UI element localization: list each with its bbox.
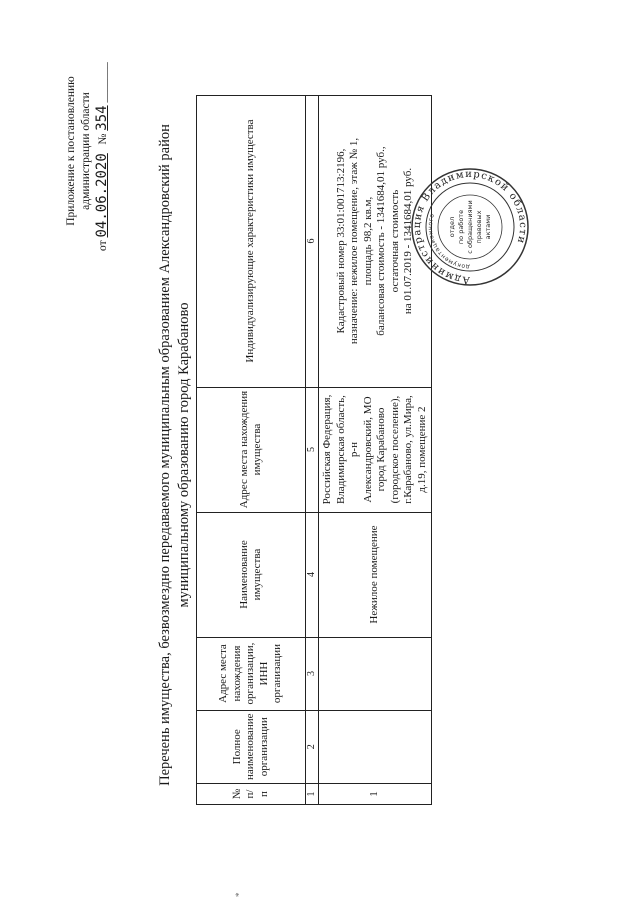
date-value: 04.06.2020 [94,153,110,238]
appendix-block [64,51,111,251]
number-value: 354 [94,105,110,131]
address-line: (городское поселение), [388,395,401,504]
column-number: 4 [306,512,319,637]
row-property-address [319,387,432,512]
characteristic-line: Кадастровый номер 33:01:001713:2196, [334,148,347,334]
stamp-inner-ring-text: документационного [426,212,471,271]
document-title [156,95,194,815]
column-number: 2 [306,710,319,783]
stamp-center-line: с обращениями [466,200,474,254]
appendix-line-2: администрации области [80,92,92,210]
characteristic-line: назначение: нежилое помещение, этаж № 1, [348,137,360,345]
row-property-name: Нежилое помещение [319,512,432,637]
stamp-center-line: по работе [457,209,465,245]
table-header-row [197,95,306,804]
appendix-line-1: Приложение к постановлению [65,76,77,226]
row-org-address [319,637,432,710]
stamp-center-line: актами [484,214,492,240]
address-line: город Карабаново [375,407,387,492]
title-line-2: муниципальному образованию город Карабаново [176,302,192,608]
date-prefix: от [97,240,109,251]
address-line: д.19, помещение 2 [415,406,428,493]
official-stamp [410,167,530,287]
characteristic-line: на 01.07.2019 - 1341684,01 руб. [402,167,414,315]
stamp-center-line: отдел [448,216,456,238]
margin-mark: * [234,892,244,897]
header-cell-property-name: Наименование имущества [197,512,306,637]
row-org-name [319,710,432,783]
column-number: 3 [306,637,319,710]
header-cell-characteristics: Индивидуализирующие характеристики имущества [197,95,306,387]
header-cell-property-address: Адрес места нахождения имущества [197,387,306,512]
characteristic-line: площадь 98,2 кв.м, [361,196,374,286]
header-cell-num: № п/п [197,784,306,805]
number-underline: _______ [97,62,109,103]
address-line: Александровский, МО [361,396,374,503]
header-cell-org-name: Полное наименование организации [197,710,306,783]
stamp-ring-text: Администрация Владимирской области [411,168,529,286]
row-num: 1 [319,784,432,805]
column-number: 1 [306,784,319,805]
header-cell-org-address: Адрес места нахождения организации, ИНН организации [197,637,306,710]
number-prefix: № [97,133,109,145]
stamp-center-line: правовых [475,210,483,244]
column-number: 6 [306,95,319,387]
property-table [196,95,432,805]
characteristic-line: балансовая стоимость - 1341684,01 руб., [375,146,387,336]
address-line: г.Карабаново, ул.Мира, [402,395,414,504]
table-number-row [306,95,319,804]
title-line-1: Перечень имущества, безвозмездно передаваемого муниципальным образованием Александровский район [157,124,173,786]
address-line: Российская Федерация, [321,394,333,505]
address-line: Владимирская область, р-н [334,395,360,505]
column-number: 5 [306,387,319,512]
appendix-date-line [95,51,111,251]
characteristic-line: остаточная стоимость [388,189,401,293]
